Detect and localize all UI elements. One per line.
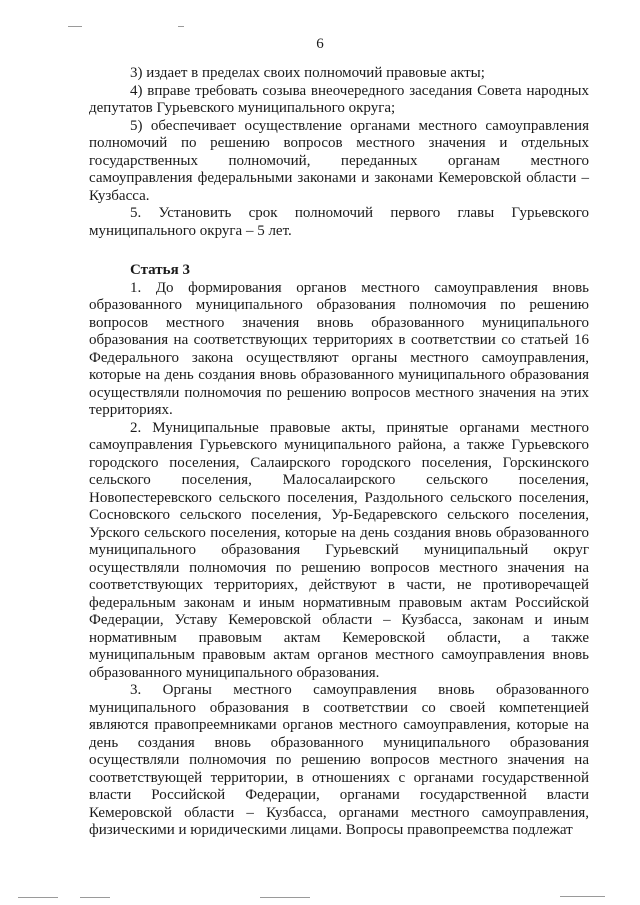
scan-artifact-bottom-2	[80, 897, 110, 898]
scan-artifact-top-left	[68, 26, 82, 27]
article-paragraph-3: 3. Органы местного самоуправления вновь образованного муниципального образования в соответствии со своей компетенцией являются правопреемниками органов местного самоуправления, которые на день создания вновь образованного муниципального образования осуществляли полномочия по решению вопросов местного значения на соответствующей территории, в отношениях с органами государственной власти Российской Федерации, органами государственной власти Кемеровской области – Кузбасса, органами местного самоуправления, физическими и юридическими лицами. Вопросы правопреемства подлежат	[89, 682, 589, 838]
article-paragraph-1: 1. До формирования органов местного самоуправления вновь образованного муниципального образования полномочия по решению вопросов местного значения вновь образованного муниципального образования на соответствующих территориях в соответствии со статьей 16 Федерального закона осуществляют органы местного самоуправления, которые на день создания вновь образованного муниципального образования осуществляли полномочия по решению вопросов местного значения на этих территориях.	[89, 279, 589, 418]
paragraph-clause-5: 5. Установить срок полномочий первого главы Гурьевского муниципального округа – 5 лет.	[89, 205, 589, 239]
article-heading: Статья 3	[130, 262, 190, 278]
scan-artifact-bottom-3	[260, 897, 310, 898]
document-body	[89, 65, 589, 840]
article-paragraph-2: 2. Муниципальные правовые акты, принятые органами местного самоуправления Гурьевского муниципального района, а также Гурьевского городского поселения, Салаирского городского поселения, Горскинского сельского поселения, Малосалаирского сельского поселения, Новопестеревского сельского поселения, Раздольного сельского поселения, Сосновского сельского поселения, Ур-Бедаревского сельского поселения, Урского сельского поселения, которые на день создания вновь образованного муниципального образования Гурьевский муниципальный округ осуществляли полномочия по решению вопросов местного значения на соответствующих территориях, действуют в части, не противоречащей федеральным законам и иным нормативным правовым актам Российской Федерации, Уставу Кемеровской области – Кузбасса, законам и иным нормативным правовым актам Кемеровской области, а также муниципальным правовым актам органов местного самоуправления вновь образованного муниципального образования.	[89, 419, 589, 681]
scan-artifact-bottom-4	[560, 896, 605, 897]
scan-artifact-top-right	[178, 26, 184, 27]
paragraph-item-5: 5) обеспечивает осуществление органами местного самоуправления полномочий по решению вопросов местного значения и отдельных государственных полномочий, переданных органам местного самоуправления федеральными законами и законами Кемеровской области – Кузбасса.	[89, 117, 589, 204]
paragraph-item-3: 3) издает в пределах своих полномочий правовые акты;	[130, 65, 485, 81]
scan-artifact-bottom-1	[18, 897, 58, 898]
section-spacer	[89, 240, 589, 262]
page-number: 6	[316, 36, 324, 52]
paragraph-item-4: 4) вправе требовать созыва внеочередного заседания Совета народных депутатов Гурьевского муниципального округа;	[89, 82, 589, 116]
